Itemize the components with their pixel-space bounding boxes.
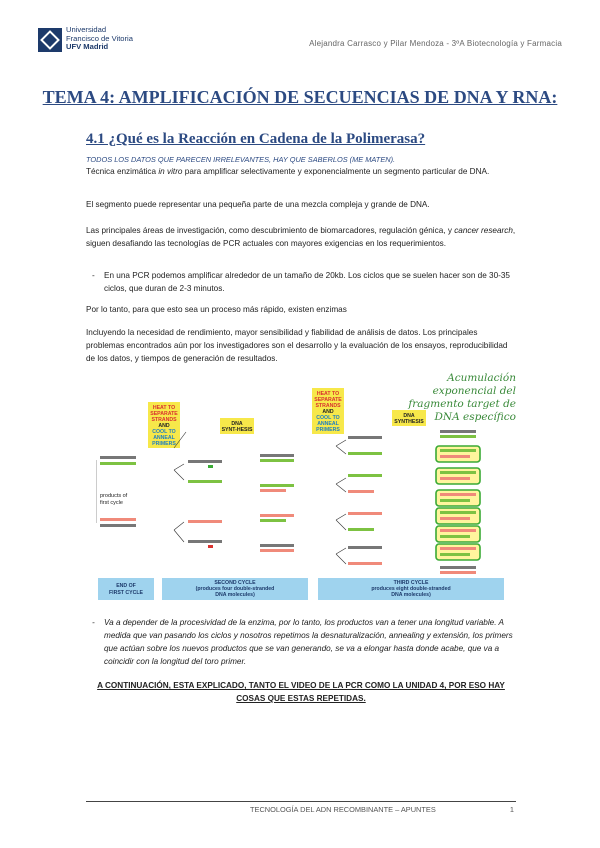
university-logo	[38, 26, 148, 58]
heat2-line-b: SEPARATE	[314, 397, 342, 403]
synth2-line-b: SYNTHESIS	[394, 419, 424, 425]
figure-annotation: Acumulación exponencial del fragmento target de DNA específico	[408, 372, 516, 423]
p3-italic: cancer research	[454, 226, 513, 235]
products-label-a: products of	[100, 493, 128, 499]
first-cycle-products	[96, 456, 136, 527]
paragraph-5: Incluyendo la necesidad de rendimiento, mayor sensibilidad y fiabilidad de análisis de datos. Los principales problemas encontrados aún por los investigadores son el desarrollo y la evaluación de los ensayos, reproducibilidad de los datos, y tiempos de generación de resultados.	[86, 328, 508, 363]
bullet-dash: -	[92, 271, 95, 280]
heat1-line-c: STRANDS	[151, 417, 177, 423]
third-cycle-products	[436, 430, 480, 574]
paragraph-3	[86, 224, 516, 250]
synth2-line-a: DNA	[403, 413, 415, 419]
second-cycle-strands	[188, 454, 294, 552]
logo-text	[66, 26, 133, 52]
paragraph-4: Por lo tanto, para que esto sea un proceso más rápido, existen enzimas	[86, 305, 347, 314]
third-label-c: DNA molecules)	[391, 592, 431, 598]
cool1-line-b: ANNEAL	[153, 435, 175, 441]
bullet-1-text: En una PCR podemos amplificar alrededor de un tamaño de 20kb. Los ciclos que se suelen hacer son de 30-35 ciclos, que duran de 2-3 minutos.	[104, 271, 510, 293]
end-label-b: FIRST CYCLE	[108, 590, 144, 596]
heat1-line-b: SEPARATE	[150, 411, 178, 417]
p1-italic: in vitro	[158, 167, 183, 176]
p1-text-a: Técnica enzimática	[86, 167, 159, 176]
logo-emblem-icon	[38, 28, 62, 52]
pcr-cycles-figure	[96, 384, 526, 606]
logo-line-3: UFV Madrid	[66, 42, 109, 52]
section-heading: 4.1 ¿Qué es la Reacción en Cadena de la Polimerasa?	[86, 131, 426, 147]
synth1-line-b: SYNT-HESIS	[221, 427, 253, 433]
section-note: TODOS LOS DATOS QUE PARECEN IRRELEVANTES, HAY QUE SABERLOS (ME MATEN).	[86, 155, 396, 164]
heat2-line-a: HEAT TO	[316, 391, 340, 397]
end-first-cycle-bar	[98, 578, 154, 600]
heat1-line-a: HEAT TO	[152, 405, 176, 411]
bullet-2	[92, 616, 516, 668]
second-label-a: SECOND CYCLE	[214, 580, 256, 586]
paragraph-2: El segmento puede representar una pequeña parte de una mezcla compleja y grande de DNA.	[86, 200, 430, 209]
bullet-1	[92, 269, 516, 295]
third-label-b: produces eight double-stranded	[371, 586, 451, 592]
synth1-line-a: DNA	[231, 421, 243, 427]
footer-text: TECNOLOGÍA DEL ADN RECOMBINANTE – APUNTES	[250, 805, 436, 814]
end-label-a: END OF	[116, 583, 136, 589]
cool2-line-a: COOL TO	[316, 415, 340, 421]
paragraph-1	[86, 165, 516, 178]
cool2-line-c: PRIMERS	[316, 427, 340, 433]
logo-line-1: Universidad	[66, 25, 107, 34]
bullet-2-text: Va a depender de la procesividad de la enzima, por lo tanto, los productos van a tener una longitud variable. A medida que van pasando los ciclos y nosotros repetimos la desnaturalización, annealing y extensión, los primers que actúan sobre los nuevos productos que se van generando, se va a elongar hasta donde acabe, que va a coincidir con la longitud del toro primer.	[104, 618, 513, 666]
footer-divider	[86, 801, 516, 802]
products-label-b: first cycle	[100, 500, 123, 506]
second-label-b: (produces four double-stranded	[195, 586, 275, 592]
header-authors: Alejandra Carrasco y Pilar Mendoza - 3ºA Biotecnología y Farmacia	[309, 39, 562, 48]
and1: AND	[158, 423, 170, 429]
p3-text-a: Las principales áreas de investigación, como descubrimiento de biomarcadores, regulación génica, y	[86, 226, 455, 235]
p1-text-b: para amplificar selectivamente y exponencialmente un segmento particular de DNA.	[182, 167, 490, 176]
cool1-line-a: COOL TO	[152, 429, 176, 435]
page-number: 1	[509, 805, 514, 814]
and2: AND	[322, 409, 334, 415]
third-label-a: THIRD CYCLE	[393, 580, 429, 586]
bullet-dash: -	[92, 618, 95, 627]
cool1-line-c: PRIMERS	[152, 441, 176, 447]
third-cycle-strands	[348, 436, 382, 565]
page-title: TEMA 4: AMPLIFICACIÓN DE SECUENCIAS DE DNA Y RNA:	[42, 87, 558, 107]
cool2-line-b: ANNEAL	[317, 421, 339, 427]
heat2-line-c: STRANDS	[315, 403, 341, 409]
logo-line-2: Francisco de Vitoria	[66, 33, 133, 43]
p3-text-b: , siguen desafiando las tecnologías de PCR actuales con mayores exigencias en los requerimientos.	[86, 226, 516, 248]
second-label-c: DNA molecules)	[215, 592, 255, 598]
final-notice: A CONTINUACIÓN, ESTA EXPLICADO, TANTO EL VIDEO DE LA PCR COMO LA UNIDAD 4, POR ESO HAY COSAS QUE ESTAS REPETIDAS.	[97, 681, 505, 703]
